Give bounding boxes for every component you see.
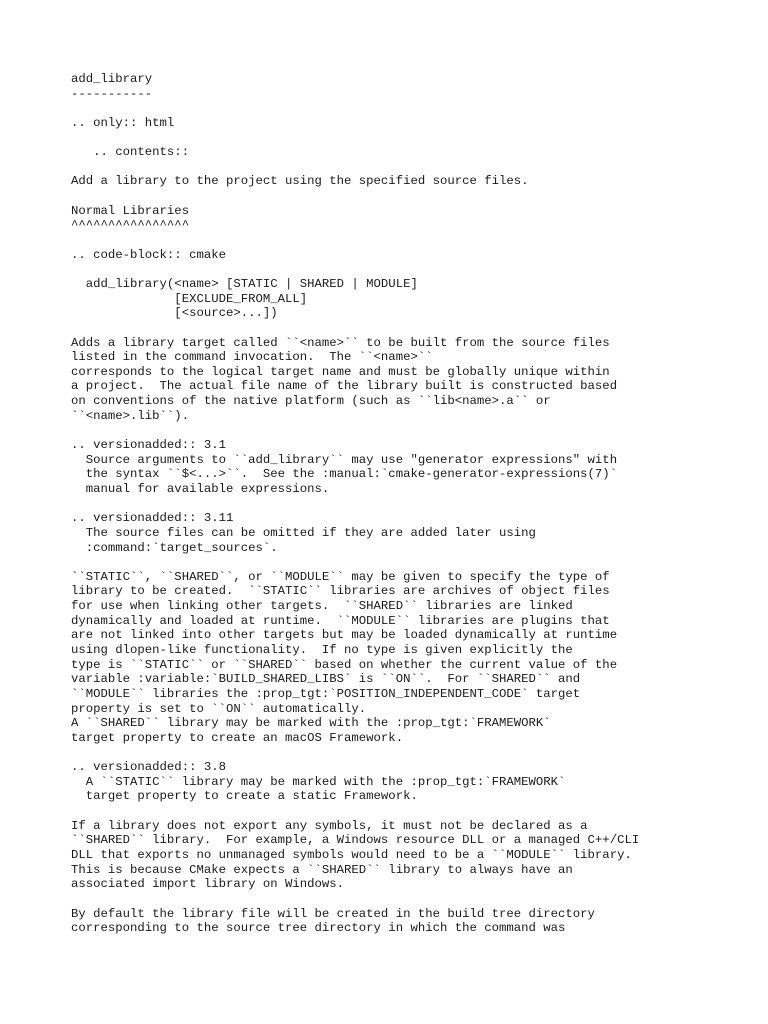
text-line: [71, 892, 751, 907]
text-line: the syntax ``$<...>``. See the :manual:`cmake-generator-expressions(7)`: [71, 467, 618, 482]
text-line: The source files can be omitted if they are added later using: [71, 525, 536, 540]
text-line: listed in the command invocation. The ``<name>``: [71, 350, 433, 365]
text-line: A ``STATIC`` library may be marked with the :prop_tgt:`FRAMEWORK`: [71, 774, 566, 789]
text-line: are not linked into other targets but may be loaded dynamically at runtime: [71, 628, 618, 643]
text-line: A ``SHARED`` library may be marked with the :prop_tgt:`FRAMEWORK`: [71, 716, 551, 731]
directive-line: .. versionadded:: 3.11: [71, 511, 234, 526]
text-line: property is set to ``ON`` automatically.: [71, 701, 367, 716]
text-line: manual for available expressions.: [71, 481, 330, 496]
text-line: [71, 321, 751, 336]
subsection-title: Normal Libraries: [71, 203, 190, 218]
text-line: :command:`target_sources`.: [71, 540, 278, 555]
text-line: [71, 423, 751, 438]
text-line: Add a library to the project using the specified source files.: [71, 174, 529, 189]
section-title: add_library: [71, 72, 153, 86]
text-line: on conventions of the native platform (such as ``lib<name>.a`` or: [71, 394, 551, 409]
text-line: corresponds to the logical target name and must be globally unique within: [71, 364, 610, 379]
text-line: [71, 189, 751, 204]
text-line: DLL that exports no unmanaged symbols would need to be a ``MODULE`` library.: [71, 847, 632, 862]
text-line: [71, 804, 751, 819]
text-line: [71, 233, 751, 248]
text-line: If a library does not export any symbols, it must not be declared as a: [71, 818, 588, 833]
text-line: target property to create a static Framework.: [71, 789, 418, 804]
code-line: add_library(<name> [STATIC | SHARED | MODULE]: [71, 276, 418, 291]
text-line: a project. The actual file name of the library built is constructed based: [71, 379, 618, 394]
text-line: Adds a library target called ``<name>`` to be built from the source files: [71, 335, 610, 350]
text-line: using dlopen-like functionality. If no type is given explicitly the: [71, 642, 573, 657]
text-line: [71, 101, 751, 116]
text-line: [71, 745, 751, 760]
section-title-underline: -----------: [71, 86, 153, 101]
text-line: By default the library file will be created in the build tree directory: [71, 906, 595, 921]
text-line: [71, 131, 751, 146]
directive-line: .. code-block:: cmake: [71, 247, 226, 262]
text-line: ``SHARED`` library. For example, a Windows resource DLL or a managed C++/CLI: [71, 833, 640, 848]
text-line: variable :variable:`BUILD_SHARED_LIBS` is ``ON``. For ``SHARED`` and: [71, 672, 581, 687]
text-line: ``STATIC``, ``SHARED``, or ``MODULE`` may be given to specify the type of: [71, 569, 610, 584]
directive-line: .. versionadded:: 3.8: [71, 760, 226, 775]
code-line: [EXCLUDE_FROM_ALL]: [71, 291, 308, 306]
subsection-title-underline: ^^^^^^^^^^^^^^^^: [71, 218, 190, 233]
text-line: ``MODULE`` libraries the :prop_tgt:`POSITION_INDEPENDENT_CODE` target: [71, 686, 581, 701]
directive-line: .. contents::: [71, 145, 190, 160]
text-line: Source arguments to ``add_library`` may use "generator expressions" with: [71, 452, 618, 467]
text-line: This is because CMake expects a ``SHARED`` library to always have an: [71, 862, 573, 877]
text-line: type is ``STATIC`` or ``SHARED`` based on whether the current value of the: [71, 657, 618, 672]
text-line: [71, 497, 751, 512]
text-line: for use when linking other targets. ``SHARED`` libraries are linked: [71, 599, 573, 614]
directive-line: .. only:: html: [71, 115, 175, 130]
text-line: corresponding to the source tree directory in which the command was: [71, 921, 566, 936]
text-line: target property to create an macOS Framework.: [71, 730, 404, 745]
text-line: ``<name>.lib``).: [71, 408, 190, 423]
text-line: [71, 160, 751, 175]
document-page: [71, 72, 751, 936]
text-line: [71, 555, 751, 570]
text-line: [71, 262, 751, 277]
directive-line: .. versionadded:: 3.1: [71, 438, 226, 453]
text-line: dynamically and loaded at runtime. ``MODULE`` libraries are plugins that: [71, 613, 610, 628]
code-line: [<source>...]): [71, 306, 278, 321]
text-line: associated import library on Windows.: [71, 877, 345, 892]
text-line: library to be created. ``STATIC`` libraries are archives of object files: [71, 584, 610, 599]
